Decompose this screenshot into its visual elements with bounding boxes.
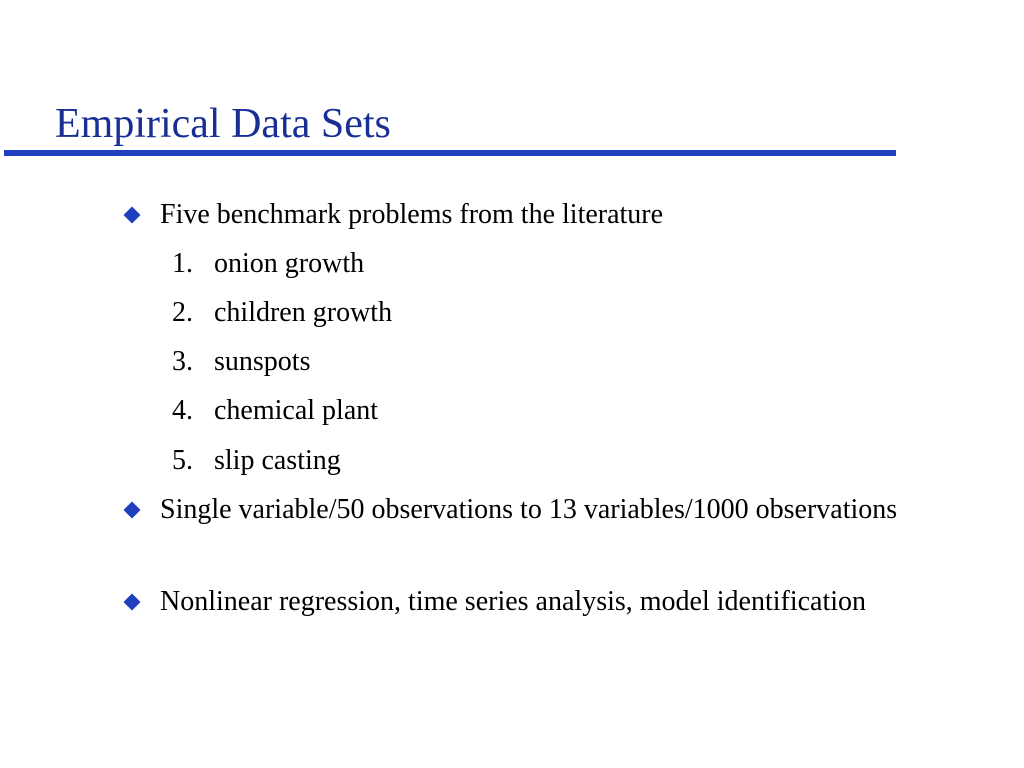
sub-list-text: children growth [214,297,393,328]
sub-list-item-4 [172,392,378,430]
sub-list-item-1 [172,245,364,283]
sub-list-text: slip casting [214,445,341,476]
diamond-bullet-icon [124,594,141,611]
sub-list-number: 3. [172,346,193,377]
sub-list-text: onion growth [214,248,365,279]
bullet-text: Single variable/50 observations to 13 variables/1000 observations [160,494,898,525]
bullet-text: Five benchmark problems from the literature [160,199,664,230]
sub-list-number: 1. [172,248,193,279]
bullet-text: Nonlinear regression, time series analysis, model identification [160,586,867,617]
sub-list-text: sunspots [214,346,311,377]
diamond-bullet-icon [124,502,141,519]
slide-title: Empirical Data Sets [55,101,391,147]
sub-list-item-5 [172,442,341,480]
sub-list-item-3 [172,343,310,381]
sub-list-item-2 [172,294,392,332]
sub-list-text: chemical plant [214,395,379,426]
diamond-bullet-icon [124,207,141,224]
title-underline [4,150,896,156]
sub-list-number: 4. [172,395,193,426]
sub-list-number: 5. [172,445,193,476]
sub-list-number: 2. [172,297,193,328]
